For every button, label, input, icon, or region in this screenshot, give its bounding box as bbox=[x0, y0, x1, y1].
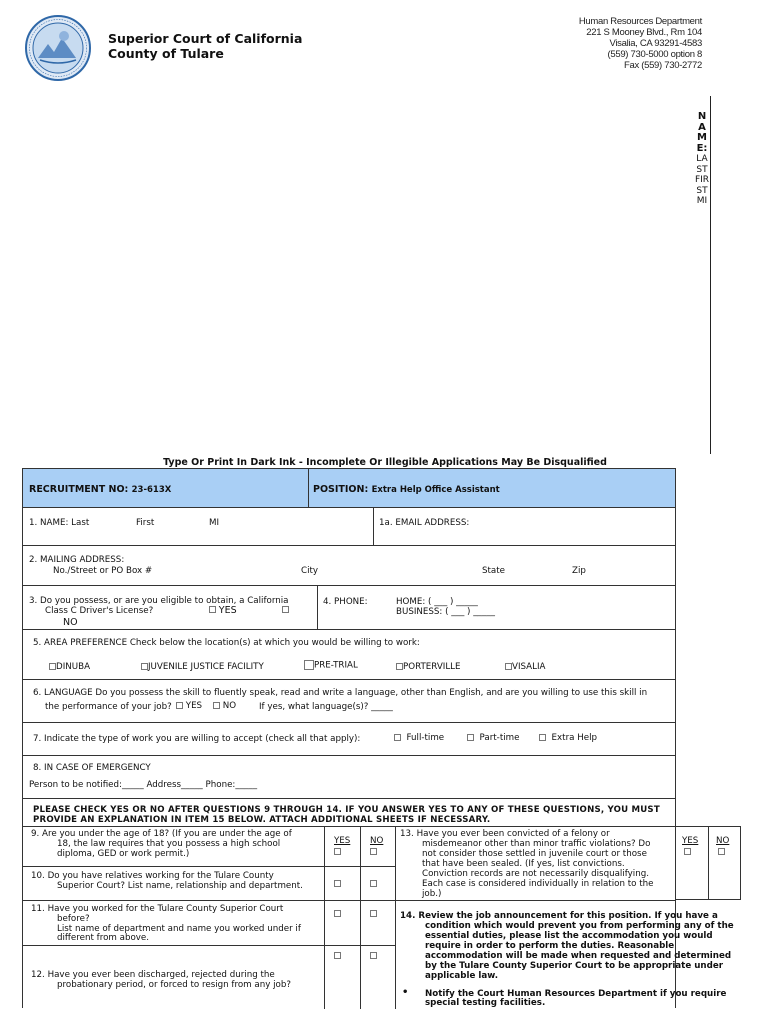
q12-no-checkbox[interactable] bbox=[370, 951, 377, 961]
work-option-fulltime[interactable]: Full-time bbox=[394, 733, 444, 743]
q13-line6: Each case is considered individually in relation to the bbox=[422, 879, 654, 889]
q9-yes-checkbox[interactable] bbox=[334, 847, 341, 857]
q13-line2: misdemeanor other than minor traffic violations? Do bbox=[422, 839, 651, 849]
q10-no-checkbox[interactable] bbox=[370, 879, 377, 889]
q11-line3: List name of department and name you worked under if bbox=[57, 924, 301, 934]
q9-line2: 18, the law requires that you possess a high school bbox=[57, 839, 281, 849]
instructions-line1: PLEASE CHECK YES OR NO AFTER QUESTIONS 9 THROUGH 14. IF YOU ANSWER YES TO ANY OF THESE QUESTIONS, YOU MUST bbox=[33, 805, 660, 815]
q12-line1: 12. Have you ever been discharged, rejected during the bbox=[31, 970, 275, 980]
q12-yes-checkbox[interactable] bbox=[334, 951, 341, 961]
q11-line2: before? bbox=[57, 914, 90, 924]
q14-bullet-line2: special testing facilities. bbox=[425, 998, 546, 1008]
vname-small: ST bbox=[696, 185, 708, 196]
work-option-parttime[interactable]: Part-time bbox=[467, 733, 519, 743]
q12-row bbox=[23, 946, 395, 1009]
hr-address-block bbox=[579, 16, 702, 71]
q9-yes-label: YES bbox=[334, 836, 351, 846]
q14-line5: accommodation will be made when requested and determined bbox=[425, 951, 732, 961]
q11-yes-checkbox[interactable] bbox=[334, 909, 341, 919]
court-seal-logo bbox=[24, 14, 92, 82]
q9-no-label: NO bbox=[370, 836, 384, 846]
language-line1: 6. LANGUAGE Do you possess the skill to fluently speak, read and write a language, other than English, and are you willing to use this skill in bbox=[33, 688, 648, 698]
questions-block bbox=[23, 827, 734, 1009]
last-name-label: 1. NAME: Last bbox=[29, 518, 90, 528]
hr-line: (559) 730-5000 option 8 bbox=[607, 49, 702, 60]
q14-row bbox=[396, 901, 734, 1009]
hr-line: 221 S Mooney Blvd., Rm 104 bbox=[586, 27, 702, 38]
q9-line1: 9. Are you under the age of 18? (If you are under the age of bbox=[31, 829, 292, 839]
q9-line3: diploma, GED or work permit.) bbox=[57, 849, 190, 859]
vname-letter: E: bbox=[696, 142, 708, 154]
q9-no-checkbox[interactable] bbox=[370, 847, 377, 857]
area-option-porterville[interactable]: PORTERVILLE bbox=[396, 662, 461, 672]
work-option-extrahelp[interactable]: Extra Help bbox=[539, 733, 597, 743]
q13-line1: 13. Have you ever been convicted of a felony or bbox=[400, 829, 610, 839]
hr-line: Visalia, CA 93291-4583 bbox=[609, 38, 702, 49]
q14-line1: 14. Review the job announcement for this position. If you have a bbox=[400, 911, 718, 921]
email-label: 1a. EMAIL ADDRESS: bbox=[379, 518, 470, 528]
q6-language-row bbox=[23, 680, 675, 723]
q10-line2: Superior Court? List name, relationship and department. bbox=[57, 881, 303, 891]
court-name-line2: County of Tulare bbox=[108, 46, 224, 61]
area-option-dinuba[interactable]: DINUBA bbox=[49, 662, 90, 672]
q11-line1: 11. Have you worked for the Tulare County Superior Court bbox=[31, 904, 284, 914]
q5-area-row bbox=[23, 630, 675, 680]
vname-letter: M bbox=[697, 132, 707, 143]
court-name-line1: Superior Court of California bbox=[108, 31, 303, 46]
zip-label: Zip bbox=[572, 566, 586, 576]
q1-name-row bbox=[23, 508, 675, 546]
instructions-line2: PROVIDE AN EXPLANATION IN ITEM 15 BELOW. ATTACH ADDITIONAL SHEETS IF NECESSARY. bbox=[33, 815, 491, 825]
language-line2: the performance of your job? bbox=[45, 702, 172, 712]
q3-q4-row bbox=[23, 586, 675, 630]
q3-no-checkbox[interactable] bbox=[282, 605, 289, 615]
hr-line: Human Resources Department bbox=[578, 16, 702, 27]
vname-small: LA bbox=[696, 154, 708, 164]
q3-line1: 3. Do you possess, or are you eligible to obtain, a California bbox=[29, 596, 289, 606]
language-ifyes: If yes, what language(s)? _____ bbox=[259, 702, 393, 712]
q3-no-label: NO bbox=[63, 617, 78, 628]
q11-row bbox=[23, 901, 395, 946]
language-yes[interactable]: YES bbox=[176, 701, 202, 711]
vname-small: FIR bbox=[694, 175, 710, 185]
street-label: No./Street or PO Box # bbox=[53, 566, 153, 576]
area-option-juvenile[interactable]: JUVENILE JUSTICE FACILITY bbox=[141, 662, 264, 672]
q10-row bbox=[23, 867, 395, 901]
mailing-address-label: 2. MAILING ADDRESS: bbox=[29, 555, 125, 565]
q7-worktype-row bbox=[23, 723, 675, 756]
q13-line7: job.) bbox=[422, 889, 442, 899]
q13-line4: that have been sealed. (If yes, list convictions. bbox=[422, 859, 625, 869]
q14-bullet-line1: Notify the Court Human Resources Department if you require bbox=[425, 989, 727, 999]
vname-small: ST bbox=[696, 164, 708, 175]
q13-yes-label: YES bbox=[682, 836, 699, 846]
q13-line3: not consider those settled in juvenile court or those bbox=[422, 849, 647, 859]
q9-row bbox=[23, 827, 395, 867]
work-type-label: 7. Indicate the type of work you are willing to accept (check all that apply): bbox=[33, 734, 361, 744]
language-no[interactable]: NO bbox=[213, 701, 236, 711]
q13-no-checkbox[interactable] bbox=[718, 847, 725, 857]
recruitment-label: RECRUITMENT NO: 23-613X bbox=[29, 484, 172, 495]
phone-label: 4. PHONE: bbox=[323, 597, 368, 607]
home-phone: HOME: ( ___ ) _____ bbox=[396, 597, 478, 607]
first-name-label: First bbox=[136, 518, 155, 528]
vname-small: MI bbox=[696, 196, 708, 206]
q11-line4: different from above. bbox=[57, 933, 150, 943]
application-form bbox=[22, 468, 734, 1008]
vertical-name-label bbox=[694, 112, 710, 207]
court-name bbox=[108, 31, 302, 61]
city-label: City bbox=[301, 566, 319, 576]
area-option-visalia[interactable]: VISALIA bbox=[505, 662, 545, 672]
q8-emergency-row bbox=[23, 756, 675, 799]
q13-no-label: NO bbox=[716, 836, 730, 846]
business-phone: BUSINESS: ( ___ ) _____ bbox=[396, 607, 495, 617]
mi-label: MI bbox=[209, 518, 220, 528]
bullet-icon: • bbox=[402, 987, 409, 998]
q13-row bbox=[396, 827, 675, 901]
emergency-label: 8. IN CASE OF EMERGENCY bbox=[33, 763, 151, 773]
ink-notice: Type Or Print In Dark Ink - Incomplete Or Illegible Applications May Be Disqualified bbox=[163, 457, 607, 468]
q3-yes-option[interactable]: YES bbox=[209, 605, 237, 616]
instructions-row bbox=[23, 799, 675, 827]
position-value: Extra Help Office Assistant bbox=[371, 485, 500, 495]
q11-no-checkbox[interactable] bbox=[370, 909, 377, 919]
position-label: POSITION: Extra Help Office Assistant bbox=[313, 484, 500, 495]
area-preference-label: 5. AREA PREFERENCE Check below the location(s) at which you would be willing to work: bbox=[33, 638, 420, 648]
q3-line2: Class C Driver's License? bbox=[45, 606, 154, 616]
q13-yes-no-box bbox=[675, 826, 741, 900]
area-option-pretrial[interactable]: PRE-TRIAL bbox=[304, 660, 358, 671]
q13-yes-checkbox[interactable] bbox=[684, 847, 691, 857]
q13-line5: Conviction records are not necessarily disqualifying. bbox=[422, 869, 649, 879]
vname-letter: A bbox=[698, 121, 706, 133]
q14-line4: require in order to perform the duties. Reasonable bbox=[425, 941, 675, 951]
q14-line6: by the Tulare County Superior Court to be appropriate under bbox=[425, 961, 724, 971]
recruitment-row bbox=[23, 469, 675, 508]
state-label: State bbox=[482, 566, 505, 576]
q10-line1: 10. Do you have relatives working for the Tulare County bbox=[31, 871, 274, 881]
checkbox[interactable] bbox=[209, 606, 216, 613]
q14-line3: essential duties, please list the accommodation you would bbox=[425, 931, 713, 941]
q14-line2: condition which would prevent you from performing any of the bbox=[425, 921, 734, 931]
vertical-divider bbox=[710, 96, 711, 454]
hr-line: Fax (559) 730-2772 bbox=[623, 60, 702, 71]
q12-line2: probationary period, or forced to resign from any job? bbox=[57, 980, 291, 990]
q10-yes-checkbox[interactable] bbox=[334, 879, 341, 889]
recruitment-number: 23-613X bbox=[131, 485, 172, 495]
emergency-line: Person to be notified:_____ Address_____ Phone:_____ bbox=[29, 780, 258, 790]
vname-letter: N bbox=[697, 111, 707, 122]
q2-address-row bbox=[23, 546, 675, 586]
q14-line7: applicable law. bbox=[425, 971, 498, 981]
